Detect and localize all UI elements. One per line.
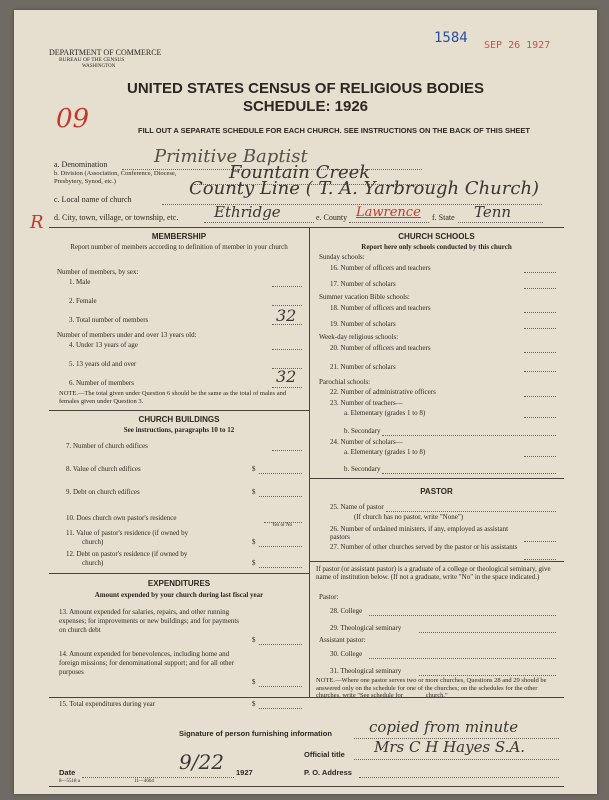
- yes-no-hint: Yes or No: [272, 523, 293, 528]
- q9-dollar: $: [252, 488, 256, 496]
- sunday-schools-heading: Sunday schools:: [319, 253, 365, 261]
- form-code: 8—5518 a: [59, 779, 80, 784]
- q29-theological-seminary: 29. Theological seminary: [330, 624, 402, 632]
- q2-female: 2. Female: [69, 297, 97, 305]
- form-code-2: 11—4664: [134, 779, 154, 784]
- q13-running-expenses: 13. Amount expended for salaries, repairs, and other running expenses; for improvements or new buildings; and for payments on church debt: [59, 608, 240, 634]
- division-value: Fountain Creek: [229, 162, 371, 183]
- pastor-heading: Pastor:: [319, 593, 339, 601]
- q3-total-value: 32: [276, 306, 297, 325]
- q27-other-churches: 27. Number of other churches served by the pastor or his assistants: [330, 543, 518, 551]
- parochial-schools-heading: Parochial schools:: [319, 378, 371, 386]
- division-label: b. Division (Association, Conference, Diocese, Presbytery, Synod, etc.): [54, 170, 177, 185]
- q11-value-residence: 11. Value of pastor's residence (if owned by: [66, 529, 189, 537]
- q12-church: church): [82, 559, 104, 567]
- official-title-label: Official title: [304, 750, 345, 759]
- form-title: UNITED STATES CENSUS OF RELIGIOUS BODIES: [127, 80, 484, 97]
- city-town-label: d. City, town, village, or township, etc.: [54, 213, 179, 222]
- q8-dollar: $: [252, 465, 256, 473]
- q7-edifices: 7. Number of church edifices: [66, 442, 148, 450]
- official-title-value: Mrs C H Hayes S.A.: [374, 738, 526, 756]
- q31-theological-seminary: 31. Theological seminary: [330, 667, 402, 675]
- q23b-secondary: b. Secondary: [344, 427, 381, 435]
- q25-name-of-pastor: 25. Name of pastor: [330, 503, 384, 511]
- q6-members-value: 32: [276, 367, 297, 386]
- graduate-instruction: If pastor (or assistant pastor) is a graduate of a college or theological seminary, give name of institution below. (If not a graduate, write "No" in the space indicated.): [316, 565, 551, 581]
- q24a-elementary: a. Elementary (grades 1 to 8): [344, 448, 426, 456]
- pastor-note: NOTE.—Where one pastor serves two or more churches, Questions 28 and 29 should be answered only on the schedule for one of the churches; on the schedules for the other churches, write "See schedule for ______ church.": [316, 677, 547, 699]
- q3-total: 3. Total number of members: [69, 316, 149, 324]
- q10-owns-residence: 10. Does church own pastor's residence: [66, 514, 177, 522]
- q21-scholars: 21. Number of scholars: [330, 363, 396, 371]
- department-label: DEPARTMENT OF COMMERCE: [49, 48, 162, 57]
- weekday-schools-heading: Week-day religious schools:: [319, 333, 399, 341]
- red-mark-r: R: [30, 212, 44, 233]
- schools-title: CHURCH SCHOOLS: [398, 232, 475, 241]
- county-label: e. County: [316, 213, 348, 222]
- q11-church: church): [82, 538, 104, 546]
- bureau-label: BUREAU OF THE CENSUS: [59, 57, 125, 63]
- signature-label: Signature of person furnishing information: [179, 729, 332, 738]
- red-mark-09: 09: [56, 104, 90, 134]
- assistant-pastor-heading: Assistant pastor:: [319, 636, 366, 644]
- q14-benevolences: 14. Amount expended for benevolences, including home and foreign missions; for denominational support; and for all other purposes: [59, 650, 234, 676]
- by-sex-label: Number of members, by sex:: [57, 268, 139, 276]
- q19-scholars: 19. Number of scholars: [330, 320, 396, 328]
- buildings-title: CHURCH BUILDINGS: [138, 415, 220, 424]
- local-name-value: County Line ( T. A. Yarbrough Church): [189, 178, 540, 199]
- q24-scholars: 24. Number of scholars—: [330, 438, 403, 446]
- summer-schools-heading: Summer vacation Bible schools:: [319, 293, 410, 301]
- buildings-sub: See instructions, paragraphs 10 to 12: [123, 426, 235, 434]
- q23-teachers: 23. Number of teachers—: [330, 399, 403, 407]
- q4-under-13: 4. Under 13 years of age: [69, 341, 138, 349]
- membership-title: MEMBERSHIP: [151, 232, 207, 241]
- expenditures-sub: Amount expended by your church during last fiscal year: [94, 591, 264, 599]
- q16-officers-teachers: 16. Number of officers and teachers: [330, 264, 431, 272]
- county-value: Lawrence: [356, 205, 421, 220]
- date-label: Date: [59, 768, 76, 777]
- date-stamp: SEP 26 1927: [484, 40, 551, 51]
- local-name-label: c. Local name of church: [54, 195, 132, 204]
- q23a-elementary: a. Elementary (grades 1 to 8): [344, 409, 426, 417]
- signature-value: copied from minute: [369, 718, 519, 736]
- q25-none-hint: (If church has no pastor, write "None"): [354, 513, 464, 521]
- schools-sub: Report here only schools conducted by this church: [361, 243, 512, 251]
- date-year: 1927: [236, 768, 253, 777]
- pastor-title: PASTOR: [420, 487, 453, 496]
- q9-debt-edifices: 9. Debt on church edifices: [66, 488, 140, 496]
- expenditures-title: EXPENDITURES: [147, 579, 211, 588]
- census-schedule-page: [14, 10, 597, 794]
- q24b-secondary: b. Secondary: [344, 465, 381, 473]
- state-value: Tenn: [474, 203, 512, 221]
- stamp-number: 1584: [434, 30, 468, 46]
- membership-note: NOTE.—The total given under Question 6 should be the same as the total of males and females given under Question 3.: [59, 390, 287, 405]
- q17-scholars: 17. Number of scholars: [330, 280, 396, 288]
- q11-dollar: $: [252, 538, 256, 546]
- city-town-value: Ethridge: [214, 203, 281, 221]
- form-subtitle: SCHEDULE: 1926: [242, 98, 369, 115]
- denomination-value: Primitive Baptist: [154, 146, 308, 167]
- q14-dollar: $: [252, 678, 256, 686]
- date-value: 9/22: [179, 750, 224, 774]
- q13-dollar: $: [252, 636, 256, 644]
- q28-college: 28. College: [330, 607, 363, 615]
- q5-13-and-over: 5. 13 years old and over: [69, 360, 137, 368]
- q20-officers-teachers: 20. Number of officers and teachers: [330, 344, 431, 352]
- denomination-label: a. Denomination: [54, 160, 108, 169]
- q15-dollar: $: [252, 700, 256, 708]
- instruction-line: FILL OUT A SEPARATE SCHEDULE FOR EACH CHURCH. SEE INSTRUCTIONS ON THE BACK OF THIS SHEET: [138, 126, 530, 135]
- q6-members: 6. Number of members: [69, 379, 134, 387]
- age-heading: Number of members under and over 13 years old:: [57, 331, 197, 339]
- q8-value-edifices: 8. Value of church edifices: [66, 465, 141, 473]
- q1-male: 1. Male: [69, 278, 91, 286]
- membership-intro: Report number of members according to definition of member in your church: [70, 243, 288, 251]
- q12-debt-residence: 12. Debt on pastor's residence (if owned by: [66, 550, 188, 558]
- po-address-label: P. O. Address: [304, 768, 352, 777]
- q12-dollar: $: [252, 559, 256, 567]
- city-label: WASHINGTON: [82, 64, 116, 69]
- q15-total-expenditures: 15. Total expenditures during year: [59, 700, 155, 708]
- q18-officers-teachers: 18. Number of officers and teachers: [330, 304, 431, 312]
- state-label: f. State: [432, 213, 455, 222]
- q26-ordained-ministers: 26. Number of ordained ministers, if any, employed as assistant pastors: [330, 525, 509, 541]
- q30-college: 30. College: [330, 650, 363, 658]
- q22-administrative-officers: 22. Number of administrative officers: [330, 388, 436, 396]
